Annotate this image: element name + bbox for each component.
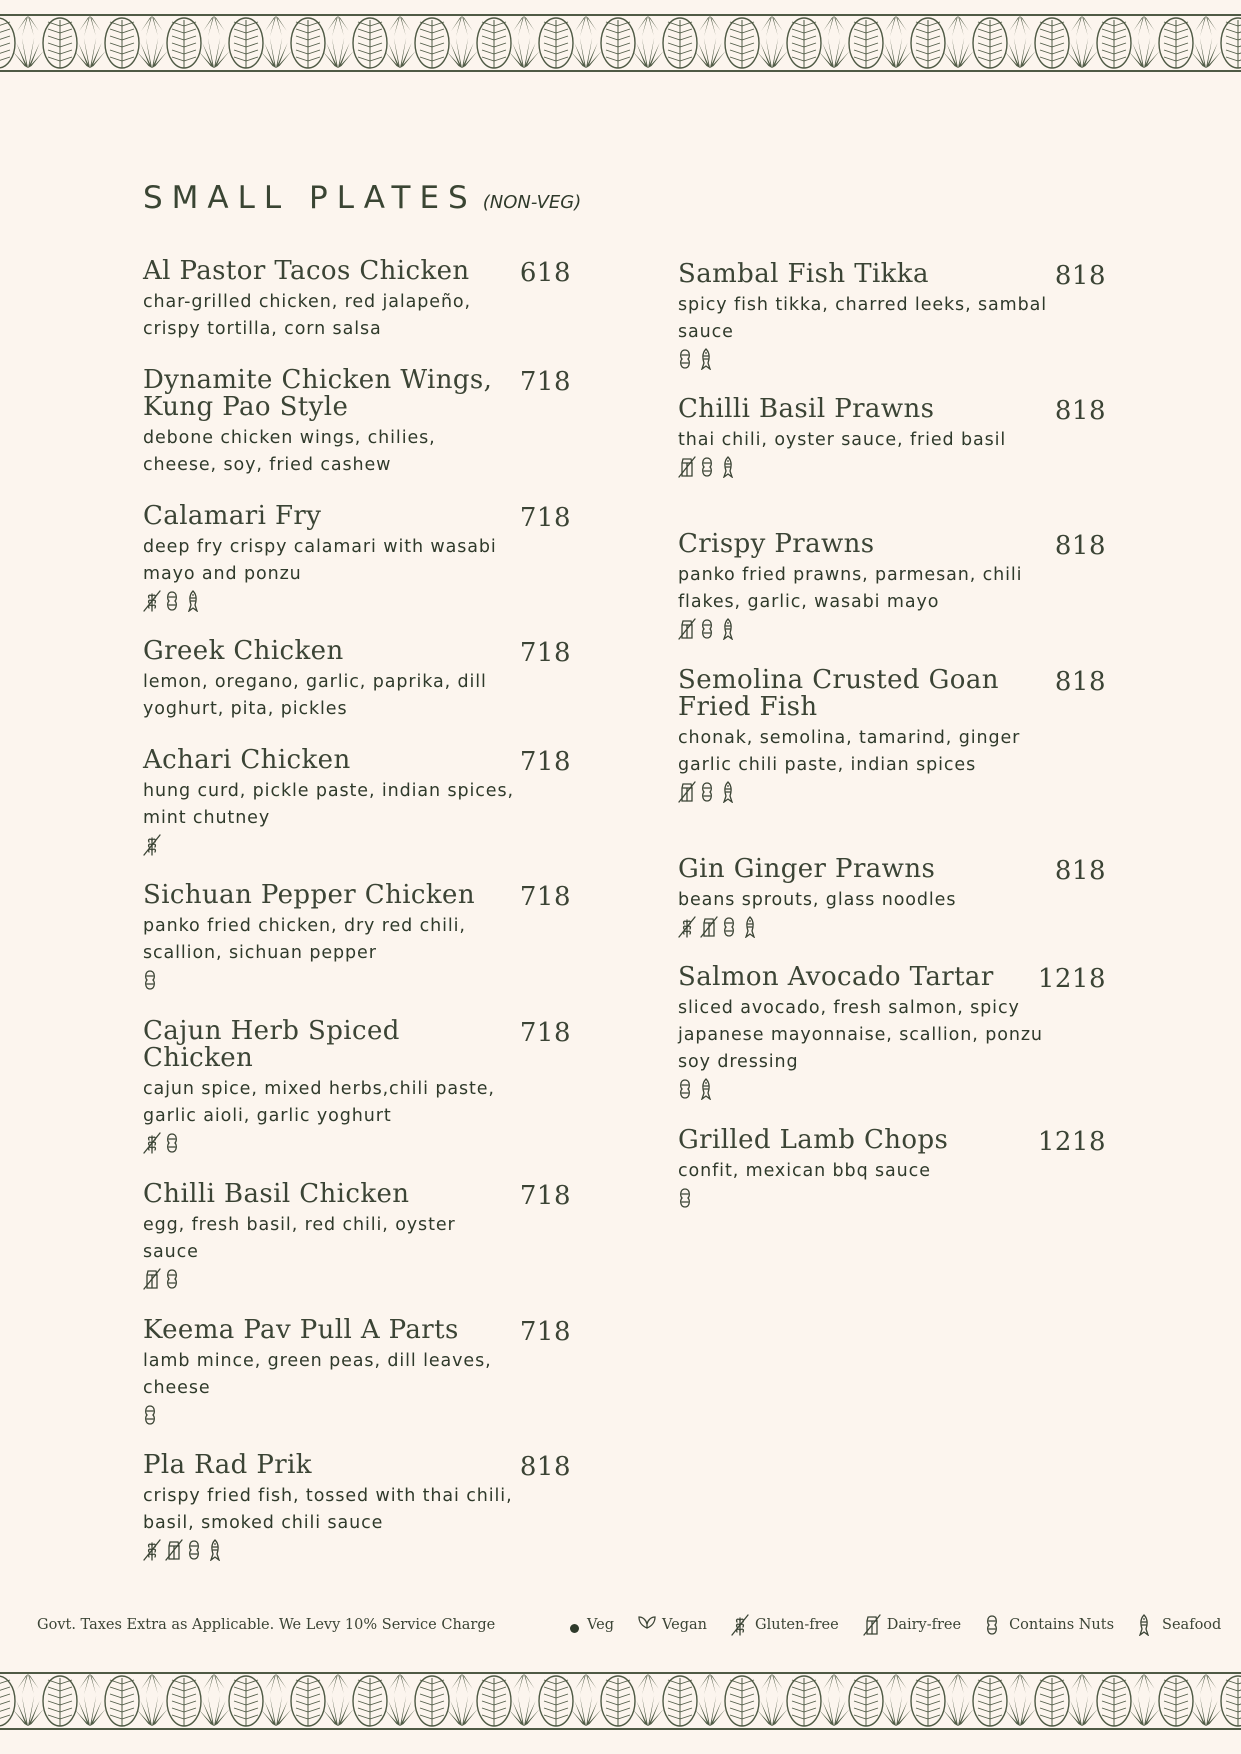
gluten-free-icon bbox=[678, 916, 694, 938]
menu-item-name: Pla Rad Prik bbox=[143, 1450, 312, 1480]
menu-item bbox=[678, 396, 1106, 478]
menu-item-name: Keema Pav Pull A Parts bbox=[143, 1315, 459, 1345]
menu-item-description: panko fried chicken, dry red chili, scallion, sichuan pepper bbox=[143, 916, 466, 963]
menu-item-name: Chilli Basil Chicken bbox=[143, 1179, 410, 1209]
dietary-icons bbox=[678, 916, 1106, 938]
seafood-icon bbox=[744, 916, 760, 938]
menu-item bbox=[143, 882, 571, 991]
menu-item bbox=[143, 367, 571, 479]
menu-item-price: 1218 bbox=[1037, 1127, 1106, 1157]
menu-item-description: chonak, semolina, tamarind, ginger garlic chili paste, indian spices bbox=[678, 728, 1021, 775]
menu-item-price: 818 bbox=[1054, 261, 1106, 291]
menu-item bbox=[143, 258, 571, 343]
dietary-icons bbox=[143, 590, 571, 612]
menu-item-description: lamb mince, green peas, dill leaves, cheese bbox=[143, 1351, 492, 1398]
nuts-icon bbox=[187, 1539, 203, 1561]
menu-item-description: sliced avocado, fresh salmon, spicy japanese mayonnaise, scallion, ponzu soy dressing bbox=[678, 998, 1043, 1072]
menu-item-description: debone chicken wings, chilies, cheese, soy, fried cashew bbox=[143, 428, 436, 475]
menu-item bbox=[143, 1018, 571, 1154]
menu-item-name: Achari Chicken bbox=[143, 745, 351, 775]
leaf-pattern bbox=[0, 1672, 1241, 1730]
menu-item-price: 718 bbox=[519, 1317, 571, 1347]
legend-entry bbox=[863, 1614, 961, 1636]
dietary-icons bbox=[143, 834, 571, 856]
menu-item-name: Sichuan Pepper Chicken bbox=[143, 880, 475, 910]
nuts-icon bbox=[985, 1614, 1001, 1636]
menu-item-name: Al Pastor Tacos Chicken bbox=[143, 256, 470, 286]
seafood-icon bbox=[187, 590, 203, 612]
dietary-icons bbox=[143, 1268, 571, 1290]
nuts-icon bbox=[165, 590, 181, 612]
seafood-icon bbox=[722, 618, 738, 640]
menu-item bbox=[678, 531, 1106, 640]
section-subtitle: (NON-VEG) bbox=[482, 192, 582, 213]
nuts-icon bbox=[700, 618, 716, 640]
dietary-legend bbox=[570, 1614, 1221, 1636]
dietary-icons bbox=[143, 1132, 571, 1154]
menu-item-price: 818 bbox=[1054, 856, 1106, 886]
menu-item-description: egg, fresh basil, red chili, oyster sauce bbox=[143, 1215, 456, 1262]
menu-item-name: Dynamite Chicken Wings, Kung Pao Style bbox=[143, 365, 493, 422]
seafood-icon bbox=[209, 1539, 225, 1561]
menu-item-name: Grilled Lamb Chops bbox=[678, 1125, 949, 1155]
menu-item bbox=[678, 261, 1106, 370]
menu-item-description: thai chili, oyster sauce, fried basil bbox=[678, 430, 1007, 450]
dietary-icons bbox=[678, 618, 1106, 640]
menu-item-description: lemon, oregano, garlic, paprika, dill yoghurt, pita, pickles bbox=[143, 672, 487, 719]
dietary-icons bbox=[143, 969, 571, 991]
dietary-icons bbox=[143, 1404, 571, 1426]
nuts-icon bbox=[143, 969, 159, 991]
seafood-icon bbox=[722, 456, 738, 478]
leaf-pattern bbox=[0, 14, 1241, 72]
dairy-free-icon bbox=[165, 1539, 181, 1561]
vegan-icon bbox=[638, 1614, 654, 1636]
seafood-icon bbox=[722, 781, 738, 803]
menu-item bbox=[678, 667, 1106, 803]
menu-item-description: spicy fish tikka, charred leeks, sambal sauce bbox=[678, 295, 1047, 342]
menu-item bbox=[678, 964, 1106, 1100]
legend-entry bbox=[638, 1614, 707, 1636]
seafood-icon bbox=[700, 1078, 716, 1100]
menu-item bbox=[143, 638, 571, 723]
menu-item-name: Sambal Fish Tikka bbox=[678, 259, 929, 289]
menu-item-price: 818 bbox=[1054, 667, 1106, 697]
nuts-icon bbox=[700, 781, 716, 803]
legend-entry bbox=[1138, 1614, 1221, 1636]
gluten-free-icon bbox=[143, 1132, 159, 1154]
menu-item-price: 618 bbox=[519, 258, 571, 288]
menu-item-name: Greek Chicken bbox=[143, 636, 344, 666]
legend-label: Contains Nuts bbox=[1009, 1617, 1115, 1633]
legend-label: Veg bbox=[587, 1617, 615, 1633]
menu-item bbox=[678, 856, 1106, 938]
nuts-icon bbox=[143, 1404, 159, 1426]
gluten-free-icon bbox=[143, 834, 159, 856]
menu-item-name: Cajun Herb Spiced Chicken bbox=[143, 1016, 400, 1073]
menu-item-description: char-grilled chicken, red jalapeño, crispy tortilla, corn salsa bbox=[143, 292, 472, 339]
legend-entry bbox=[570, 1617, 614, 1633]
legend-label: Gluten-free bbox=[755, 1617, 839, 1633]
menu-item-name: Salmon Avocado Tartar bbox=[678, 962, 994, 992]
tax-note: Govt. Taxes Extra as Applicable. We Levy 10% Service Charge bbox=[37, 1617, 496, 1633]
menu-item-name: Crispy Prawns bbox=[678, 529, 875, 559]
menu-item-price: 718 bbox=[519, 747, 571, 777]
legend-entry bbox=[731, 1614, 839, 1636]
menu-item-price: 718 bbox=[519, 503, 571, 533]
dietary-icons bbox=[678, 1078, 1106, 1100]
menu-item-name: Semolina Crusted Goan Fried Fish bbox=[678, 665, 999, 722]
nuts-icon bbox=[165, 1268, 181, 1290]
menu-item-price: 718 bbox=[519, 882, 571, 912]
nuts-icon bbox=[678, 348, 694, 370]
gluten-free-icon bbox=[731, 1614, 747, 1636]
gluten-free-icon bbox=[143, 1539, 159, 1561]
menu-item-price: 818 bbox=[1054, 531, 1106, 561]
menu-item bbox=[143, 503, 571, 612]
nuts-icon bbox=[165, 1132, 181, 1154]
menu-item bbox=[678, 1127, 1106, 1209]
dietary-icons bbox=[678, 456, 1106, 478]
dairy-free-icon bbox=[700, 916, 716, 938]
dietary-icons bbox=[143, 1539, 571, 1561]
nuts-icon bbox=[678, 1187, 694, 1209]
menu-item bbox=[143, 1181, 571, 1290]
menu-item-description: hung curd, pickle paste, indian spices, mint chutney bbox=[143, 781, 514, 828]
menu-item-price: 718 bbox=[519, 1181, 571, 1211]
dairy-free-icon bbox=[678, 456, 694, 478]
menu-item-description: deep fry crispy calamari with wasabi mayo and ponzu bbox=[143, 537, 497, 584]
dietary-icons bbox=[678, 348, 1106, 370]
menu-item-price: 818 bbox=[519, 1452, 571, 1482]
seafood-icon bbox=[1138, 1614, 1154, 1636]
dairy-free-icon bbox=[863, 1614, 879, 1636]
dietary-icons bbox=[678, 1187, 1106, 1209]
dairy-free-icon bbox=[143, 1268, 159, 1290]
gluten-free-icon bbox=[143, 590, 159, 612]
menu-item-name: Chilli Basil Prawns bbox=[678, 394, 935, 424]
seafood-icon bbox=[700, 348, 716, 370]
decorative-leaf-border-bottom bbox=[0, 1672, 1241, 1730]
dietary-icons bbox=[678, 781, 1106, 803]
menu-item-name: Calamari Fry bbox=[143, 501, 322, 531]
menu-item-price: 818 bbox=[1054, 396, 1106, 426]
menu-item-description: cajun spice, mixed herbs,chili paste, garlic aioli, garlic yoghurt bbox=[143, 1079, 495, 1126]
menu-item-description: crispy fried fish, tossed with thai chili, basil, smoked chili sauce bbox=[143, 1486, 513, 1533]
legend-label: Seafood bbox=[1162, 1617, 1222, 1633]
nuts-icon bbox=[700, 456, 716, 478]
menu-item bbox=[143, 747, 571, 856]
menu-item-description: panko fried prawns, parmesan, chili flakes, garlic, wasabi mayo bbox=[678, 565, 1023, 612]
menu-item bbox=[143, 1317, 571, 1426]
section-title: SMALL PLATES bbox=[143, 180, 477, 216]
dairy-free-icon bbox=[678, 618, 694, 640]
veg-icon bbox=[570, 1621, 579, 1630]
menu-item-name: Gin Ginger Prawns bbox=[678, 854, 936, 884]
nuts-icon bbox=[678, 1078, 694, 1100]
menu-item bbox=[143, 1452, 571, 1561]
menu-item-price: 718 bbox=[519, 638, 571, 668]
menu-item-description: beans sprouts, glass noodles bbox=[678, 890, 957, 910]
decorative-leaf-border-top bbox=[0, 14, 1241, 72]
legend-label: Dairy-free bbox=[886, 1617, 962, 1633]
legend-label: Vegan bbox=[662, 1617, 708, 1633]
menu-item-description: confit, mexican bbq sauce bbox=[678, 1161, 931, 1181]
menu-item-price: 718 bbox=[519, 367, 571, 397]
legend-entry bbox=[985, 1614, 1114, 1636]
menu-item-price: 1218 bbox=[1037, 964, 1106, 994]
nuts-icon bbox=[722, 916, 738, 938]
menu-item-price: 718 bbox=[519, 1018, 571, 1048]
dairy-free-icon bbox=[678, 781, 694, 803]
section-heading bbox=[143, 180, 581, 216]
